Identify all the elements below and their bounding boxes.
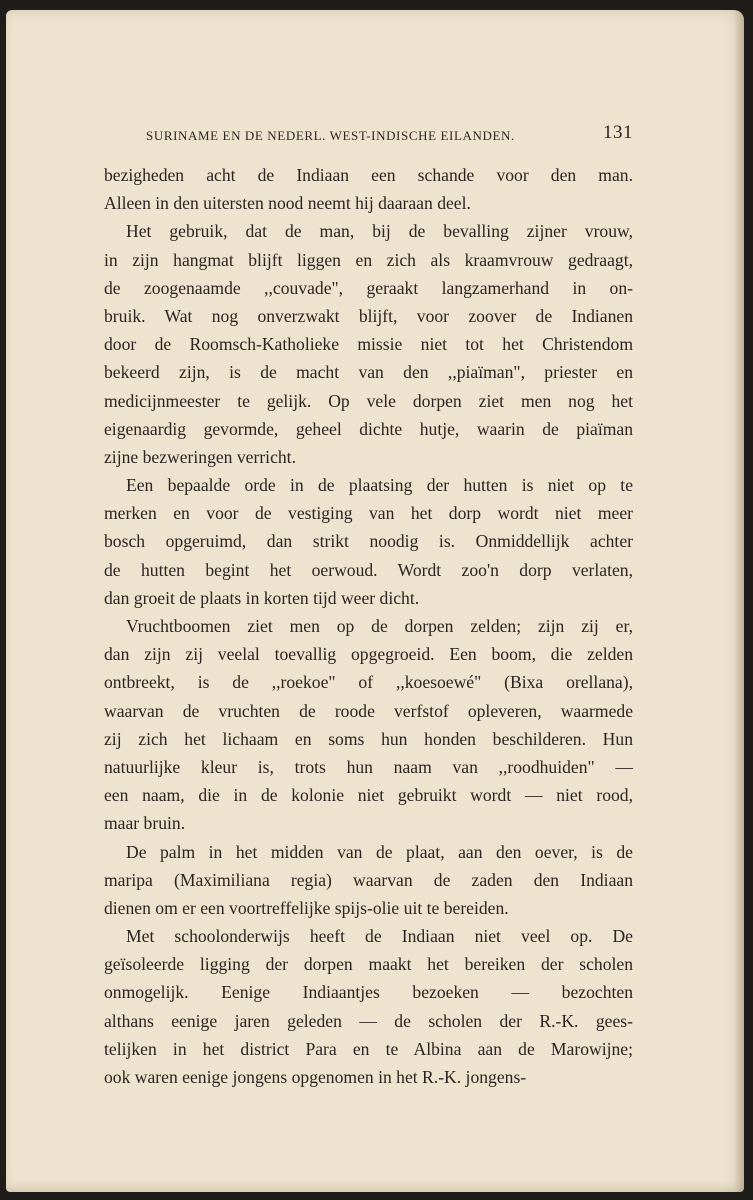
text-line: dan groeit de plaats in korten tijd weer dicht. [104,587,420,608]
text-line: bekeerd zijn, is de macht van den ,,piaïman", priester en [104,362,633,383]
book-page [6,10,744,1192]
page-number: 131 [603,122,633,143]
text-line: zij zich het lichaam en soms hun honden beschilderen. Hun [104,728,633,749]
paragraph [104,612,633,838]
text-line: waarvan de vruchten de roode verfstof opleveren, waarmede [104,700,633,721]
paragraph [104,471,633,612]
text-line: maar bruin. [104,813,186,834]
text-line: bruik. Wat nog onverzwakt blijft, voor zoover de Indianen [104,305,633,326]
text-line: geïsoleerde ligging der dorpen maakt het bereiken der scholen [104,954,633,975]
text-line: dienen om er een voortreffelijke spijs-olie uit te bereiden. [104,897,509,918]
text-line: Een bepaalde orde in de plaatsing der hutten is niet op te [126,475,633,496]
body-text [104,161,633,1091]
text-line: ontbreekt, is de ,,roekoe" of ,,koesoewé" (Bixa orellana), [104,672,633,693]
text-line: natuurlijke kleur is, trots hun naam van ,,roodhuiden" — [104,756,633,777]
text-line: bezigheden acht de Indiaan een schande voor den man. [104,165,633,185]
text-line: de hutten begint het oerwoud. Wordt zoo'n dorp verlaten, [104,559,633,580]
running-title: SURINAME EN DE NEDERL. WEST-INDISCHE EILANDEN. [146,128,515,143]
page-header [146,116,633,146]
text-line: merken en voor de vestiging van het dorp wordt niet meer [104,503,633,524]
text-line: in zijn hangmat blijft liggen en zich als kraamvrouw gedraagt, [104,249,633,270]
text-line: Alleen in den uitersten nood neemt hij daaraan deel. [104,193,471,214]
text-line: ook waren eenige jongens opgenomen in het R.-K. jongens- [104,1067,527,1087]
text-line: onmogelijk. Eenige Indiaantjes bezoeken — bezochten [104,982,633,1003]
text-line: medicijnmeester te gelijk. Op vele dorpen ziet men nog het [104,390,633,411]
text-line: de zoogenaamde ,,couvade", geraakt langzamerhand in on- [104,277,633,298]
text-line: bosch opgeruimd, dan strikt noodig is. Onmiddellijk achter [104,531,633,552]
text-line: dan zijn zij veelal toevallig opgegroeid. Een boom, die zelden [104,644,633,665]
text-line: De palm in het midden van de plaat, aan den oever, is de [126,841,633,862]
paragraph [104,838,633,923]
text-line: Het gebruik, dat de man, bij de bevalling zijner vrouw, [126,221,633,242]
text-line: Vruchtboomen ziet men op de dorpen zelden; zijn zij er, [126,616,633,636]
paragraph [104,922,633,1091]
text-line: door de Roomsch-Katholieke missie niet tot het Christendom [104,334,633,355]
text-line: eigenaardig gevormde, geheel dichte hutje, waarin de piaïman [104,418,633,439]
paragraph [104,217,633,471]
text-line: een naam, die in de kolonie niet gebruikt wordt — niet rood, [104,785,633,806]
page-edge-shadow [734,10,744,1192]
text-line: althans eenige jaren geleden — de scholen der R.-K. gees- [104,1010,633,1031]
text-line: Met schoolonderwijs heeft de Indiaan niet veel op. De [126,926,633,947]
text-line: zijne bezweringen verricht. [104,446,296,467]
text-line: telijken in het district Para en te Albina aan de Marowijne; [104,1038,633,1059]
text-line: maripa (Maximiliana regia) waarvan de zaden den Indiaan [104,869,633,890]
paragraph [104,161,633,217]
